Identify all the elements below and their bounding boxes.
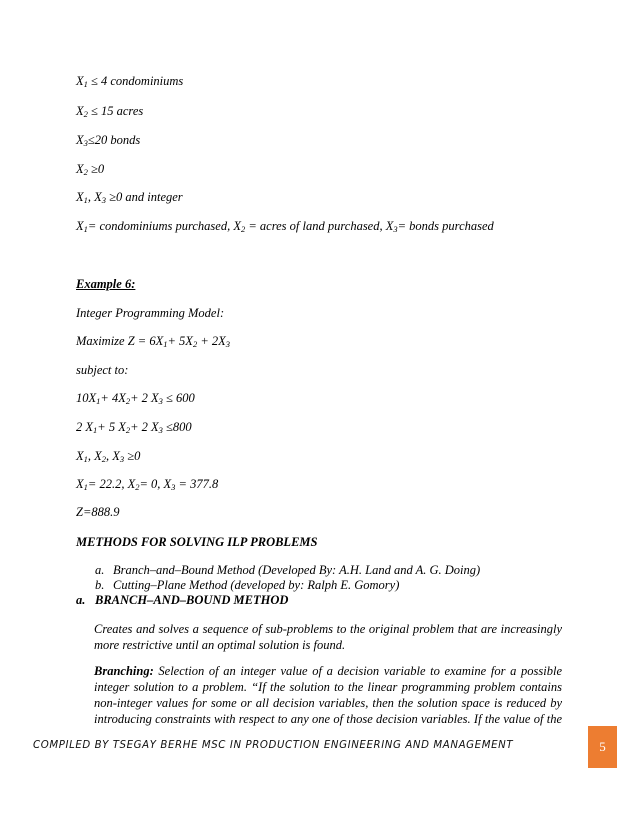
constraint-text: ≥0 xyxy=(124,449,141,463)
definition-text: = acres of land purchased, X xyxy=(245,219,394,233)
subscript: 3 xyxy=(171,482,176,492)
nonnegativity xyxy=(76,449,140,464)
constraint-text: ≤ 4 condominiums xyxy=(87,74,184,88)
constraint-2 xyxy=(76,420,192,435)
subscript: 3 xyxy=(101,195,107,205)
constraint-text: ≤ 600 xyxy=(162,391,195,405)
methods-heading: METHODS FOR SOLVING ILP PROBLEMS xyxy=(76,535,318,549)
z-value: Z=888.9 xyxy=(76,505,120,519)
constraint-text: + 5 X xyxy=(97,420,126,434)
constraint-text: 2 X xyxy=(76,420,94,434)
variable-definitions xyxy=(76,219,494,234)
constraint-text: ≥0 xyxy=(87,162,105,176)
objective-text: Maximize Z = 6X xyxy=(76,334,164,348)
subscript: 2 xyxy=(135,482,140,492)
separator: , X xyxy=(87,190,102,204)
constraint-text: 10X xyxy=(76,391,97,405)
constraint-text: + 2 X xyxy=(130,391,159,405)
subscript: 3 xyxy=(393,224,398,234)
constraint-x3 xyxy=(76,133,140,148)
constraint-x1-x3-integer xyxy=(76,190,183,205)
solution-text: X xyxy=(76,477,84,491)
subscript: 1 xyxy=(83,79,88,89)
footer-credit: COMPILED BY TSEGAY BERHE MSC IN PRODUCTION ENGINEERING AND MANAGEMENT xyxy=(33,740,514,751)
constraint-text: ≤800 xyxy=(162,420,192,434)
solution-text: = 0, X xyxy=(139,477,172,491)
subscript: 1 xyxy=(163,339,168,349)
branching-paragraph xyxy=(94,663,562,727)
subscript: 3 xyxy=(158,425,163,435)
list-marker: b. xyxy=(95,578,105,592)
var-letter: X xyxy=(76,104,84,118)
subscript: 2 xyxy=(192,339,198,349)
branch-and-bound-heading xyxy=(76,593,288,608)
subscript: 1 xyxy=(83,224,88,234)
constraint-x2-nonneg xyxy=(76,162,104,177)
constraint-text: + 2 X xyxy=(130,420,159,434)
solution-text: = 22.2, X xyxy=(87,477,136,491)
constraint-x1 xyxy=(76,74,183,89)
constraint-text: ≥0 and integer xyxy=(106,190,183,204)
definition-text: = bonds purchased xyxy=(397,219,494,233)
branching-text: Selection of an integer value of a decision variable to examine for a possible integer solution to a problem. “If the solution to the linear programming problem contains non-integer values for some or all decision variables, then the solution space is reduced by introducing constraints with respect to any one of those decision variables. If the value of the xyxy=(94,664,562,726)
var-letter: X xyxy=(76,162,84,176)
subscript: 1 xyxy=(83,195,88,205)
list-marker: a. xyxy=(95,563,105,577)
model-title: Integer Programming Model: xyxy=(76,306,225,320)
method-text: Branch–and–Bound Method (Developed By: A.H. Land and A. G. Doing) xyxy=(113,563,481,577)
list-marker: a. xyxy=(76,593,86,607)
example-heading: Example 6: xyxy=(76,277,136,291)
method-item-b xyxy=(95,578,399,593)
subject-to: subject to: xyxy=(76,363,129,377)
subscript: 3 xyxy=(83,138,88,148)
subscript: 3 xyxy=(119,454,125,464)
subscript: 2 xyxy=(125,396,131,406)
var-letter: X xyxy=(76,190,84,204)
subscript: 2 xyxy=(241,224,246,234)
subscript: 1 xyxy=(83,482,88,492)
constraint-text: X xyxy=(76,449,84,463)
var-letter: X xyxy=(76,219,84,233)
constraint-1 xyxy=(76,391,195,406)
objective-text: + 5X xyxy=(167,334,193,348)
subscript: 1 xyxy=(93,425,98,435)
subscript: 3 xyxy=(225,339,231,349)
objective-function xyxy=(76,334,230,349)
var-letter: X xyxy=(76,74,84,88)
section-heading: BRANCH–AND–BOUND METHOD xyxy=(95,593,289,607)
constraint-text: ≤20 bonds xyxy=(87,133,141,147)
constraint-text: ≤ 15 acres xyxy=(87,104,144,118)
method-item-a xyxy=(95,563,480,578)
solution-values xyxy=(76,477,218,492)
constraint-text: + 4X xyxy=(100,391,126,405)
branching-label: Branching: xyxy=(94,664,154,678)
objective-text: + 2X xyxy=(197,334,226,348)
bnb-description: Creates and solves a sequence of sub-problems to the original problem that are increasingly more restrictive until an optimal solution is found. xyxy=(94,622,562,652)
constraint-x2 xyxy=(76,104,143,119)
page-number-badge: 5 xyxy=(588,726,617,768)
subscript: 2 xyxy=(101,454,107,464)
method-text: Cutting–Plane Method (developed by: Ralph E. Gomory) xyxy=(113,578,400,592)
subscript: 2 xyxy=(125,425,131,435)
subscript: 2 xyxy=(83,109,88,119)
constraint-text: , X xyxy=(87,449,102,463)
var-letter: X xyxy=(76,133,84,147)
solution-text: = 377.8 xyxy=(175,477,219,491)
constraint-text: , X xyxy=(106,449,120,463)
subscript: 2 xyxy=(83,167,88,177)
subscript: 3 xyxy=(158,396,163,406)
definition-text: = condominiums purchased, X xyxy=(87,219,241,233)
subscript: 1 xyxy=(96,396,101,406)
subscript: 1 xyxy=(83,454,88,464)
